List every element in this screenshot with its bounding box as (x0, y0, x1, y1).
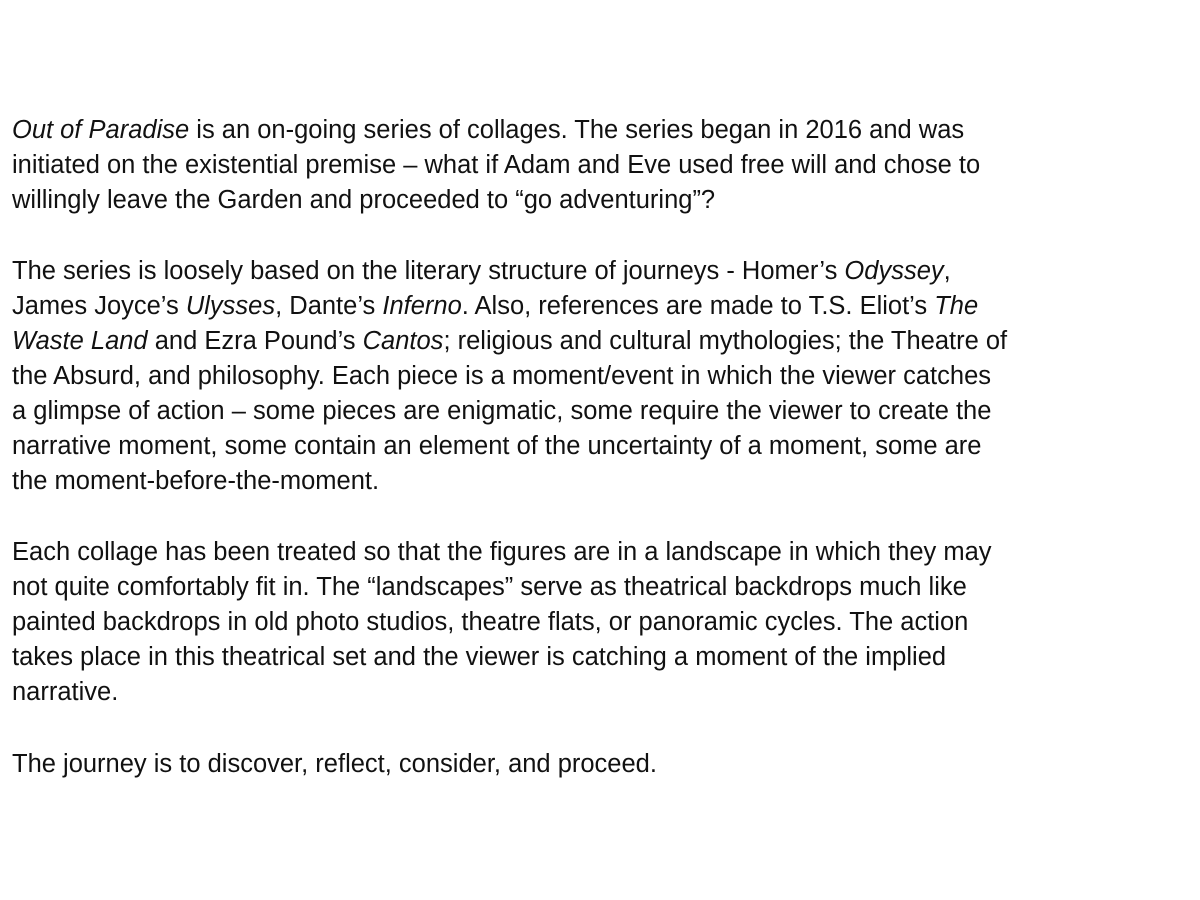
paragraph-landscapes (12, 535, 1192, 710)
paragraph-landscapes-line-3: painted backdrops in old photo studios, theatre flats, or panoramic cycles. The action (12, 608, 969, 636)
text-segment: ; religious and cultural mythologies; the Theatre of (443, 327, 1008, 355)
paragraph-landscapes-line-2: not quite comfortably fit in. The “landscapes” serve as theatrical backdrops much like (12, 573, 967, 601)
series-title: Out of Paradise (12, 116, 190, 144)
title-inferno: Inferno (382, 292, 462, 320)
paragraph-intro-line-2: initiated on the existential premise – what if Adam and Eve used free will and chose to (12, 151, 981, 179)
text-segment: James Joyce’s (12, 292, 186, 320)
text-segment: . Also, references are made to T.S. Eliot’s (461, 292, 935, 320)
paragraph-literary-line-7: the moment-before-the-moment. (12, 467, 380, 495)
paragraph-landscapes-line-5: narrative. (12, 678, 119, 706)
paragraph-landscapes-line-1: Each collage has been treated so that the figures are in a landscape in which they may (12, 538, 992, 566)
text-segment: , Dante’s (275, 292, 383, 320)
artist-statement (12, 113, 1192, 782)
title-odyssey: Odyssey (844, 257, 944, 285)
paragraph-intro-text: is an on-going series of collages. The series began in 2016 and was (189, 116, 965, 144)
paragraph-literary-line-2 (12, 289, 1192, 324)
paragraph-literary-line-4: the Absurd, and philosophy. Each piece is a moment/event in which the viewer catches (12, 362, 991, 390)
title-the: The (934, 292, 979, 320)
paragraph-intro-line-3: willingly leave the Garden and proceeded to “go adventuring”? (12, 186, 716, 214)
text-segment: , (943, 257, 951, 285)
paragraph-literary-line-5: a glimpse of action – some pieces are enigmatic, some require the viewer to create the (12, 397, 992, 425)
paragraph-literary-line-6: narrative moment, some contain an element of the uncertainty of a moment, some are (12, 432, 982, 460)
paragraph-landscapes-line-4: takes place in this theatrical set and the viewer is catching a moment of the implied (12, 643, 947, 671)
paragraph-intro-line-1 (12, 113, 1192, 148)
paragraph-intro (12, 113, 1192, 218)
text-segment: The series is loosely based on the literary structure of journeys - Homer’s (12, 257, 845, 285)
paragraph-literary-structure (12, 254, 1192, 499)
text-segment: and Ezra Pound’s (147, 327, 363, 355)
paragraph-journey (12, 747, 1192, 782)
paragraph-literary-line-1 (12, 254, 1192, 289)
title-ulysses: Ulysses (185, 292, 276, 320)
paragraph-journey-line-1: The journey is to discover, reflect, consider, and proceed. (12, 750, 657, 778)
paragraph-literary-line-3 (12, 324, 1192, 359)
title-waste-land: Waste Land (12, 327, 148, 355)
title-cantos: Cantos (362, 327, 444, 355)
